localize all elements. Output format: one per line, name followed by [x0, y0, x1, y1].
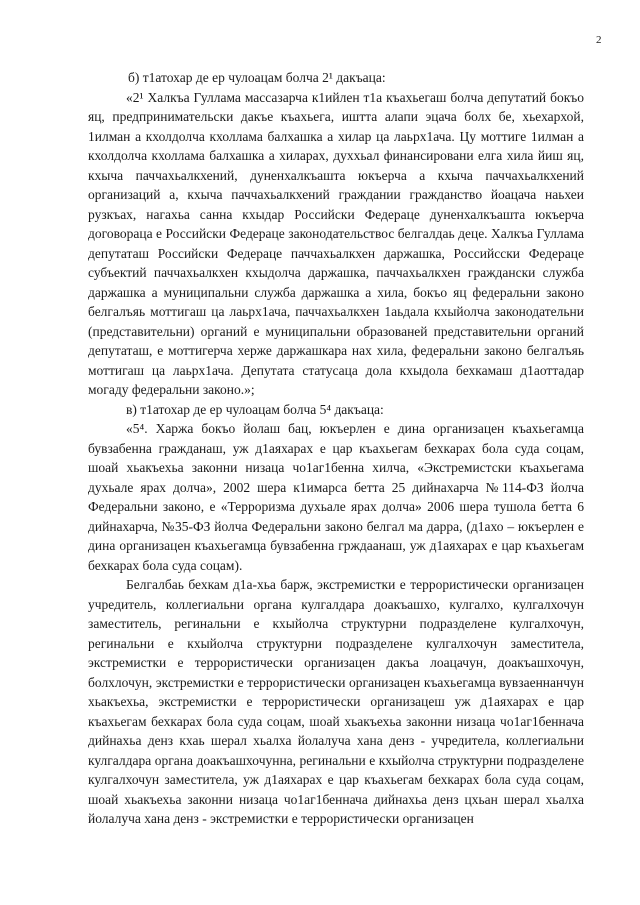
- paragraph-b: б) т1атохар де ер чулоацам болча 2¹ дакъаца:: [128, 70, 386, 85]
- document-body: [88, 68, 584, 829]
- page-number: 2: [596, 34, 602, 46]
- paragraph-belgalbay: Белгалбаь бехкам д1а-хьа барж, экстремистки е террористически организацен учредитель, коллегиальни органа кулгалдара доакъашхо, кулгалхо, кулгалхочун заместитель, регинальни е кхыйолча структурни подразделене кулгалхочун, регинальни е кхыйолча структурни подразделене кулгалхочун заместитела, экстремистки е террористически организацен дакъа лоацачун, доакъашхочун, болхлочун, экстремистки е террористически организацен къахьегамца вувзаеннанчун хьакъехьа, экстремистки е террористически организацеш уж д1аяхарах е цар къахьегам бехкарах бола суда соцам, шоай хьакъехьа законни низаца чо1аг1беннача дийнахьа денз кхаь шерал хьалха йолалуча хана денз - учредитела, коллегиальни кулгалдара органа доакъашхочунна, регинальни е кхыйолча структурни подразделене кулгалхочун заместитела, уж д1аяхарах е цар къахьегам бехкарах бола суда соцам, шоай хьакъехьа законни низаца чо1аг1беннача дийнахьа денз цхьан шерал хьалха йолалуча хана денз - экстремистки е террористически организацен: [88, 577, 584, 826]
- paragraph-2-1: «2¹ Халкъа Гуллама массазарча к1ийлен т1а къахьегаш болча депутатий бокъо яц, предпринимательски дакъе къахьега, иштта алапи эцача болх бе, хьехархой, 1илман а кхолдолча кхоллама балхашка а хилар ца лаьрх1ача. Цу моттиге 1илман а кхолдолча кхоллама балхашка а хиларах, духхьал финансировани елга хила йиш яц, кхыча паччахьалкхений, дуненхалкъашта юкъерча а кхыча паччахьалкхений организаций а, кхыча паччахьалкхений граждании гражданство йоацача наьхеи рузкъах, нагахьа санна кхыдар Российски Федераце дуненхалкъашта юкъерча договораца е Российски Федераце законодательствос белгалдаь деце. Халкъа Гуллама депутаташ Российски Федераце паччахьалкхен даржашка, Российсски Федераце субъектий паччахьалкхен кхыдолча даржашка, паччахьалкхен граждански служба даржашка а муниципальни служба даржашка а хила, бокъо яц федеральни законо белгалъяь моттигаш ца лаьрх1ача, паччахьалкхен 1аьдала кхыйолча законодательни (представительни) органий е муниципальни образованей представительни органий депутаташ, е моттигерча херже даржашкара нах хила, федеральни законо белгалъяь моттигаш ца лаьрх1ача. Депутата статусаца дола кхыдола бехкамаш д1аоттадар могаду федеральни законо.»;: [88, 89, 584, 397]
- paragraph-v: в) т1атохар де ер чулоацам болча 5⁴ дакъаца:: [126, 401, 384, 417]
- paragraph-5-4: «5⁴. Харжа бокъо йолаш бац, юкъерлен е дина организацен къахьегамца бувзабенна гражданаш, уж д1аяхарах е цар къахьегам бехкарах бола суда соцам, шоай хьакъехьа законни низаца чо1аг1бенна хилча, «Экстремистски къахьегама духьале ярах долча», 2002 шера к1имарса бетта 25 дийнахарча №114-ФЗ йолча Федеральни законо, е «Терроризма духьале ярах долча» 2006 шера тушола бетта 6 дийнахарча, №35-ФЗ йолча Федеральни законо белгал ма дарра, (д1ахо – юкъерлен е дина организацен къахьегамца бувзабенна грждаанаш, уж д1аяхарах е цар къахьегам бехкарах бола суда соцам).: [88, 421, 584, 573]
